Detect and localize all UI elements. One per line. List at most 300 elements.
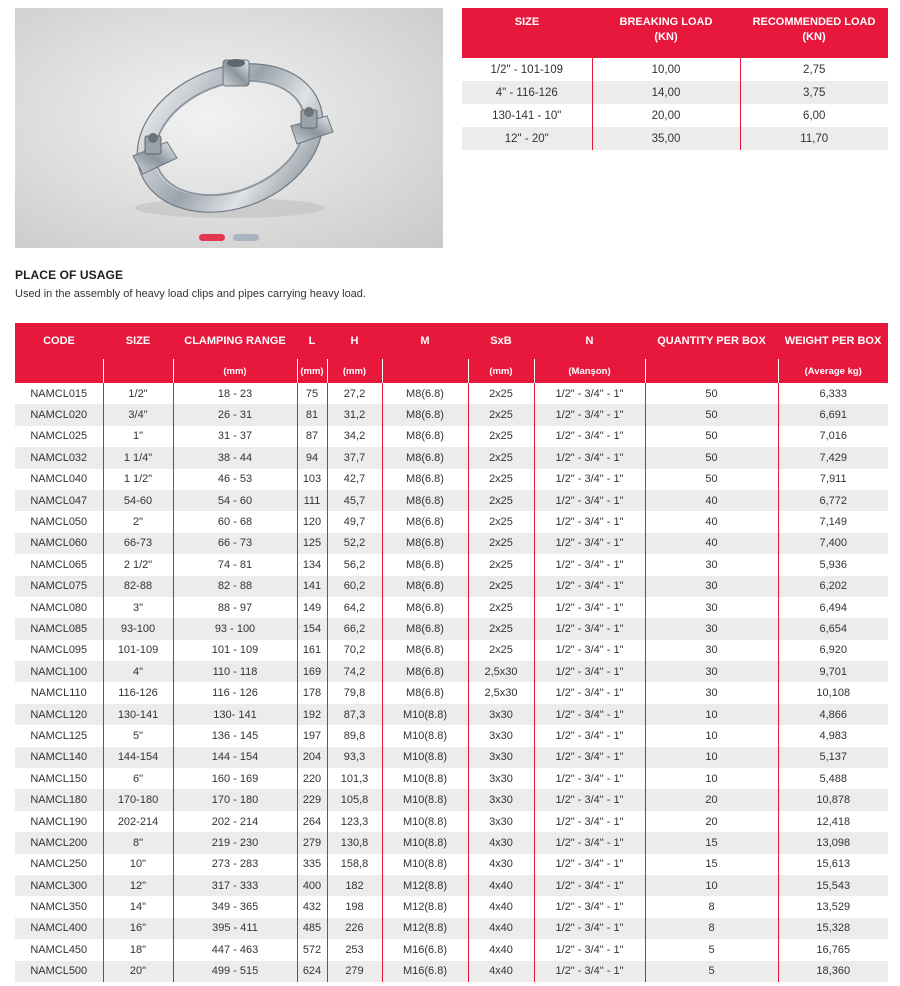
spec-cell: 2x25: [468, 383, 534, 404]
spec-header-cell: CODE: [15, 323, 103, 359]
spec-header-cell: M: [382, 323, 468, 359]
spec-cell: NAMCL040: [15, 469, 103, 490]
spec-cell: 6,691: [778, 404, 888, 425]
spec-cell: 116-126: [103, 682, 173, 703]
spec-cell: M8(6.8): [382, 661, 468, 682]
spec-cell: M12(8.8): [382, 875, 468, 896]
spec-cell: 4x40: [468, 961, 534, 982]
spec-table-body: [15, 383, 888, 982]
spec-cell: NAMCL080: [15, 597, 103, 618]
spec-cell: 31,2: [327, 404, 382, 425]
spec-cell: 101,3: [327, 768, 382, 789]
spec-cell: 116 - 126: [173, 682, 297, 703]
spec-cell: NAMCL100: [15, 661, 103, 682]
spec-cell: 447 - 463: [173, 939, 297, 960]
spec-table-header: [15, 323, 888, 359]
spec-cell: 192: [297, 704, 327, 725]
spec-cell: 18 - 23: [173, 383, 297, 404]
table-row: [15, 618, 888, 639]
spec-cell: 1/2" - 3/4" - 1": [534, 682, 645, 703]
spec-cell: NAMCL085: [15, 618, 103, 639]
spec-unit-cell: [15, 359, 103, 383]
table-row: [15, 383, 888, 404]
spec-cell: 3x30: [468, 747, 534, 768]
spec-cell: 2x25: [468, 576, 534, 597]
spec-cell: 198: [327, 896, 382, 917]
load-header-cell: [462, 8, 592, 58]
spec-cell: NAMCL140: [15, 747, 103, 768]
spec-cell: 20: [645, 789, 778, 810]
spec-cell: 18": [103, 939, 173, 960]
spec-cell: 18,360: [778, 961, 888, 982]
spec-cell: M10(8.8): [382, 854, 468, 875]
spec-cell: 1": [103, 426, 173, 447]
spec-cell: 103: [297, 469, 327, 490]
spec-cell: 1/2" - 3/4" - 1": [534, 768, 645, 789]
spec-cell: 4,866: [778, 704, 888, 725]
spec-cell: 2x25: [468, 447, 534, 468]
spec-header-cell: WEIGHT PER BOX: [778, 323, 888, 359]
spec-cell: 1/2" - 3/4" - 1": [534, 854, 645, 875]
spec-cell: 66-73: [103, 533, 173, 554]
spec-cell: 15,543: [778, 875, 888, 896]
spec-cell: 485: [297, 918, 327, 939]
spec-cell: 88 - 97: [173, 597, 297, 618]
spec-cell: 26 - 31: [173, 404, 297, 425]
spec-cell: 12": [103, 875, 173, 896]
spec-cell: 74,2: [327, 661, 382, 682]
spec-cell: 79,8: [327, 682, 382, 703]
spec-table-units: [15, 359, 888, 383]
spec-cell: 30: [645, 682, 778, 703]
table-row: [15, 511, 888, 532]
spec-cell: 264: [297, 811, 327, 832]
table-row: [15, 704, 888, 725]
spec-cell: 8": [103, 832, 173, 853]
spec-cell: 31 - 37: [173, 426, 297, 447]
spec-cell: M8(6.8): [382, 469, 468, 490]
spec-cell: 253: [327, 939, 382, 960]
spec-cell: 82 - 88: [173, 576, 297, 597]
load-cell: 20,00: [592, 104, 740, 127]
spec-cell: 1/2" - 3/4" - 1": [534, 747, 645, 768]
spec-cell: 50: [645, 404, 778, 425]
spec-cell: M10(8.8): [382, 704, 468, 725]
spec-cell: M10(8.8): [382, 832, 468, 853]
spec-cell: 3x30: [468, 704, 534, 725]
table-row: [15, 426, 888, 447]
load-cell: 6,00: [740, 104, 888, 127]
spec-cell: 4x40: [468, 939, 534, 960]
spec-unit-cell: [103, 359, 173, 383]
spec-cell: 10: [645, 875, 778, 896]
table-row: [15, 490, 888, 511]
table-row: [15, 533, 888, 554]
spec-cell: 64,2: [327, 597, 382, 618]
spec-cell: 1/2" - 3/4" - 1": [534, 961, 645, 982]
spec-cell: 30: [645, 661, 778, 682]
spec-cell: M10(8.8): [382, 811, 468, 832]
spec-cell: NAMCL075: [15, 576, 103, 597]
spec-cell: M8(6.8): [382, 597, 468, 618]
spec-cell: 134: [297, 554, 327, 575]
spec-unit-cell: (mm): [173, 359, 297, 383]
spec-cell: 3/4": [103, 404, 173, 425]
spec-cell: 13,529: [778, 896, 888, 917]
spec-cell: 1/2" - 3/4" - 1": [534, 404, 645, 425]
table-row: [15, 811, 888, 832]
spec-cell: 5,137: [778, 747, 888, 768]
spec-cell: 45,7: [327, 490, 382, 511]
load-cell: 1/2" - 101-109: [462, 58, 592, 81]
table-row: [15, 939, 888, 960]
spec-cell: 400: [297, 875, 327, 896]
spec-cell: 81: [297, 404, 327, 425]
spec-cell: M8(6.8): [382, 640, 468, 661]
slider-dot[interactable]: [233, 234, 259, 241]
spec-cell: 169: [297, 661, 327, 682]
spec-cell: 144 - 154: [173, 747, 297, 768]
spec-cell: 6,333: [778, 383, 888, 404]
spec-cell: 52,2: [327, 533, 382, 554]
spec-cell: 158,8: [327, 854, 382, 875]
spec-cell: M8(6.8): [382, 576, 468, 597]
spec-cell: 1/2" - 3/4" - 1": [534, 875, 645, 896]
spec-cell: NAMCL125: [15, 725, 103, 746]
spec-cell: 40: [645, 533, 778, 554]
spec-cell: 4,983: [778, 725, 888, 746]
spec-unit-cell: [382, 359, 468, 383]
spec-cell: 10: [645, 704, 778, 725]
spec-cell: NAMCL060: [15, 533, 103, 554]
spec-cell: NAMCL032: [15, 447, 103, 468]
spec-cell: 8: [645, 896, 778, 917]
spec-cell: 144-154: [103, 747, 173, 768]
spec-cell: 2x25: [468, 404, 534, 425]
spec-cell: 219 - 230: [173, 832, 297, 853]
spec-cell: 7,149: [778, 511, 888, 532]
table-row: [15, 896, 888, 917]
load-header-cell: [592, 8, 740, 58]
spec-cell: M8(6.8): [382, 490, 468, 511]
spec-cell: 2x25: [468, 511, 534, 532]
spec-cell: 40: [645, 490, 778, 511]
spec-cell: 110 - 118: [173, 661, 297, 682]
spec-cell: 7,400: [778, 533, 888, 554]
spec-cell: 4x40: [468, 896, 534, 917]
spec-cell: 1/2" - 3/4" - 1": [534, 383, 645, 404]
spec-cell: 15,613: [778, 854, 888, 875]
spec-cell: 1/2" - 3/4" - 1": [534, 490, 645, 511]
spec-header-cell: CLAMPING RANGE: [173, 323, 297, 359]
spec-cell: 10: [645, 768, 778, 789]
spec-cell: 1/2" - 3/4" - 1": [534, 832, 645, 853]
spec-cell: 1/2" - 3/4" - 1": [534, 597, 645, 618]
spec-cell: 30: [645, 597, 778, 618]
spec-cell: 130,8: [327, 832, 382, 853]
load-cell: 10,00: [592, 58, 740, 81]
spec-cell: 7,016: [778, 426, 888, 447]
spec-table: [15, 323, 888, 982]
spec-cell: 15,328: [778, 918, 888, 939]
spec-cell: 60 - 68: [173, 511, 297, 532]
spec-header-cell: N: [534, 323, 645, 359]
spec-cell: 1/2" - 3/4" - 1": [534, 939, 645, 960]
spec-cell: 50: [645, 447, 778, 468]
spec-cell: 16": [103, 918, 173, 939]
spec-header-cell: QUANTITY PER BOX: [645, 323, 778, 359]
spec-cell: 123,3: [327, 811, 382, 832]
spec-cell: 202 - 214: [173, 811, 297, 832]
spec-cell: 1/2" - 3/4" - 1": [534, 469, 645, 490]
spec-cell: 1/2" - 3/4" - 1": [534, 704, 645, 725]
spec-cell: 3x30: [468, 811, 534, 832]
spec-cell: M12(8.8): [382, 918, 468, 939]
spec-cell: 16,765: [778, 939, 888, 960]
spec-cell: 6": [103, 768, 173, 789]
spec-cell: 10: [645, 747, 778, 768]
spec-cell: 10,108: [778, 682, 888, 703]
spec-cell: 202-214: [103, 811, 173, 832]
spec-unit-cell: (Average kg): [778, 359, 888, 383]
spec-cell: 89,8: [327, 725, 382, 746]
spec-cell: 34,2: [327, 426, 382, 447]
spec-cell: 1/2" - 3/4" - 1": [534, 511, 645, 532]
spec-cell: 6,654: [778, 618, 888, 639]
table-row: [15, 854, 888, 875]
spec-cell: 30: [645, 554, 778, 575]
spec-cell: M8(6.8): [382, 404, 468, 425]
spec-cell: 10,878: [778, 789, 888, 810]
spec-cell: 4x30: [468, 832, 534, 853]
spec-cell: 75: [297, 383, 327, 404]
spec-cell: 130- 141: [173, 704, 297, 725]
spec-cell: 1/2" - 3/4" - 1": [534, 618, 645, 639]
spec-cell: 5,936: [778, 554, 888, 575]
spec-cell: 94: [297, 447, 327, 468]
spec-cell: 170 - 180: [173, 789, 297, 810]
load-cell: 130-141 - 10": [462, 104, 592, 127]
spec-cell: 2": [103, 511, 173, 532]
spec-cell: NAMCL110: [15, 682, 103, 703]
spec-unit-cell: (mm): [468, 359, 534, 383]
load-table-header: [462, 8, 888, 58]
spec-cell: 220: [297, 768, 327, 789]
spec-cell: 3x30: [468, 789, 534, 810]
spec-cell: 2x25: [468, 554, 534, 575]
spec-cell: M8(6.8): [382, 447, 468, 468]
spec-cell: 37,7: [327, 447, 382, 468]
spec-cell: 2x25: [468, 533, 534, 554]
spec-cell: M16(6.8): [382, 961, 468, 982]
table-row: [15, 918, 888, 939]
spec-cell: NAMCL190: [15, 811, 103, 832]
spec-cell: 2x25: [468, 640, 534, 661]
spec-cell: 279: [297, 832, 327, 853]
spec-cell: 279: [327, 961, 382, 982]
spec-cell: 38 - 44: [173, 447, 297, 468]
spec-cell: 93,3: [327, 747, 382, 768]
spec-cell: M8(6.8): [382, 618, 468, 639]
spec-cell: NAMCL180: [15, 789, 103, 810]
table-row: [15, 875, 888, 896]
spec-cell: 1/2" - 3/4" - 1": [534, 918, 645, 939]
spec-unit-cell: [645, 359, 778, 383]
spec-cell: 1/2" - 3/4" - 1": [534, 576, 645, 597]
spec-cell: 93 - 100: [173, 618, 297, 639]
spec-cell: 30: [645, 640, 778, 661]
pipe-clamp-illustration: [15, 8, 443, 248]
table-row: [15, 661, 888, 682]
spec-cell: 6,920: [778, 640, 888, 661]
spec-cell: 46 - 53: [173, 469, 297, 490]
spec-cell: M16(6.8): [382, 939, 468, 960]
spec-cell: 12,418: [778, 811, 888, 832]
table-row: [15, 768, 888, 789]
spec-cell: 4": [103, 661, 173, 682]
spec-cell: NAMCL450: [15, 939, 103, 960]
spec-cell: 1/2" - 3/4" - 1": [534, 426, 645, 447]
spec-cell: 1/2" - 3/4" - 1": [534, 661, 645, 682]
spec-cell: 54-60: [103, 490, 173, 511]
load-header-cell: [740, 8, 888, 58]
spec-cell: 13,098: [778, 832, 888, 853]
spec-cell: 1/2" - 3/4" - 1": [534, 554, 645, 575]
spec-cell: 66,2: [327, 618, 382, 639]
table-row: [15, 789, 888, 810]
spec-cell: 101 - 109: [173, 640, 297, 661]
usage-description: Used in the assembly of heavy load clips and pipes carrying heavy load.: [15, 288, 366, 300]
spec-cell: 149: [297, 597, 327, 618]
spec-unit-cell: (Manşon): [534, 359, 645, 383]
spec-cell: 1/2": [103, 383, 173, 404]
table-row: [15, 447, 888, 468]
spec-cell: 20: [645, 811, 778, 832]
spec-cell: 14": [103, 896, 173, 917]
spec-cell: NAMCL050: [15, 511, 103, 532]
spec-cell: NAMCL020: [15, 404, 103, 425]
spec-cell: 335: [297, 854, 327, 875]
spec-cell: 7,429: [778, 447, 888, 468]
spec-cell: 349 - 365: [173, 896, 297, 917]
spec-cell: 4x40: [468, 918, 534, 939]
spec-cell: 161: [297, 640, 327, 661]
spec-cell: 1/2" - 3/4" - 1": [534, 725, 645, 746]
spec-cell: NAMCL350: [15, 896, 103, 917]
spec-cell: 204: [297, 747, 327, 768]
product-image-panel: [15, 8, 443, 248]
spec-cell: NAMCL200: [15, 832, 103, 853]
table-row: [462, 81, 888, 104]
spec-cell: 2,5x30: [468, 661, 534, 682]
load-cell: 14,00: [592, 81, 740, 104]
table-row: [15, 747, 888, 768]
spec-cell: 3": [103, 597, 173, 618]
spec-cell: 125: [297, 533, 327, 554]
spec-cell: 2 1/2": [103, 554, 173, 575]
spec-cell: M12(8.8): [382, 896, 468, 917]
spec-cell: 136 - 145: [173, 725, 297, 746]
spec-cell: M8(6.8): [382, 511, 468, 532]
spec-header-cell: H: [327, 323, 382, 359]
spec-cell: 160 - 169: [173, 768, 297, 789]
spec-cell: NAMCL500: [15, 961, 103, 982]
spec-cell: 130-141: [103, 704, 173, 725]
spec-cell: 1/2" - 3/4" - 1": [534, 533, 645, 554]
spec-cell: M8(6.8): [382, 383, 468, 404]
spec-cell: NAMCL095: [15, 640, 103, 661]
spec-cell: 2x25: [468, 426, 534, 447]
spec-cell: NAMCL250: [15, 854, 103, 875]
spec-cell: M10(8.8): [382, 768, 468, 789]
load-cell: 4" - 116-126: [462, 81, 592, 104]
load-header-label: BREAKING LOAD: [619, 16, 713, 28]
spec-cell: 197: [297, 725, 327, 746]
spec-cell: 50: [645, 469, 778, 490]
slider-dot-active[interactable]: [199, 234, 225, 241]
load-cell: 35,00: [592, 127, 740, 150]
spec-cell: 1/2" - 3/4" - 1": [534, 811, 645, 832]
spec-cell: 5: [645, 961, 778, 982]
spec-cell: 111: [297, 490, 327, 511]
spec-cell: 141: [297, 576, 327, 597]
load-cell: 11,70: [740, 127, 888, 150]
spec-header-cell: SxB: [468, 323, 534, 359]
spec-cell: 6,772: [778, 490, 888, 511]
load-header-label: RECOMMENDED LOAD: [752, 16, 876, 28]
spec-cell: 101-109: [103, 640, 173, 661]
spec-cell: 4x40: [468, 875, 534, 896]
spec-cell: 182: [327, 875, 382, 896]
spec-cell: 30: [645, 576, 778, 597]
spec-cell: 56,2: [327, 554, 382, 575]
load-cell: 2,75: [740, 58, 888, 81]
spec-cell: 5": [103, 725, 173, 746]
spec-cell: 50: [645, 383, 778, 404]
spec-cell: 15: [645, 854, 778, 875]
spec-cell: NAMCL025: [15, 426, 103, 447]
spec-cell: 15: [645, 832, 778, 853]
spec-cell: NAMCL300: [15, 875, 103, 896]
spec-cell: NAMCL047: [15, 490, 103, 511]
spec-cell: 9,701: [778, 661, 888, 682]
spec-cell: 40: [645, 511, 778, 532]
spec-cell: 1 1/4": [103, 447, 173, 468]
spec-cell: 1/2" - 3/4" - 1": [534, 447, 645, 468]
table-row: [15, 961, 888, 982]
spec-header-cell: SIZE: [103, 323, 173, 359]
table-row: [462, 104, 888, 127]
spec-cell: M8(6.8): [382, 554, 468, 575]
spec-cell: 87: [297, 426, 327, 447]
spec-cell: 49,7: [327, 511, 382, 532]
spec-cell: 2x25: [468, 490, 534, 511]
spec-cell: 229: [297, 789, 327, 810]
spec-cell: 42,7: [327, 469, 382, 490]
spec-cell: 50: [645, 426, 778, 447]
spec-cell: 170-180: [103, 789, 173, 810]
spec-cell: 395 - 411: [173, 918, 297, 939]
spec-cell: 5,488: [778, 768, 888, 789]
table-row: [15, 576, 888, 597]
spec-cell: 70,2: [327, 640, 382, 661]
table-row: [15, 682, 888, 703]
spec-cell: 60,2: [327, 576, 382, 597]
table-row: [15, 597, 888, 618]
spec-cell: 1/2" - 3/4" - 1": [534, 640, 645, 661]
table-row: [15, 554, 888, 575]
spec-cell: NAMCL150: [15, 768, 103, 789]
